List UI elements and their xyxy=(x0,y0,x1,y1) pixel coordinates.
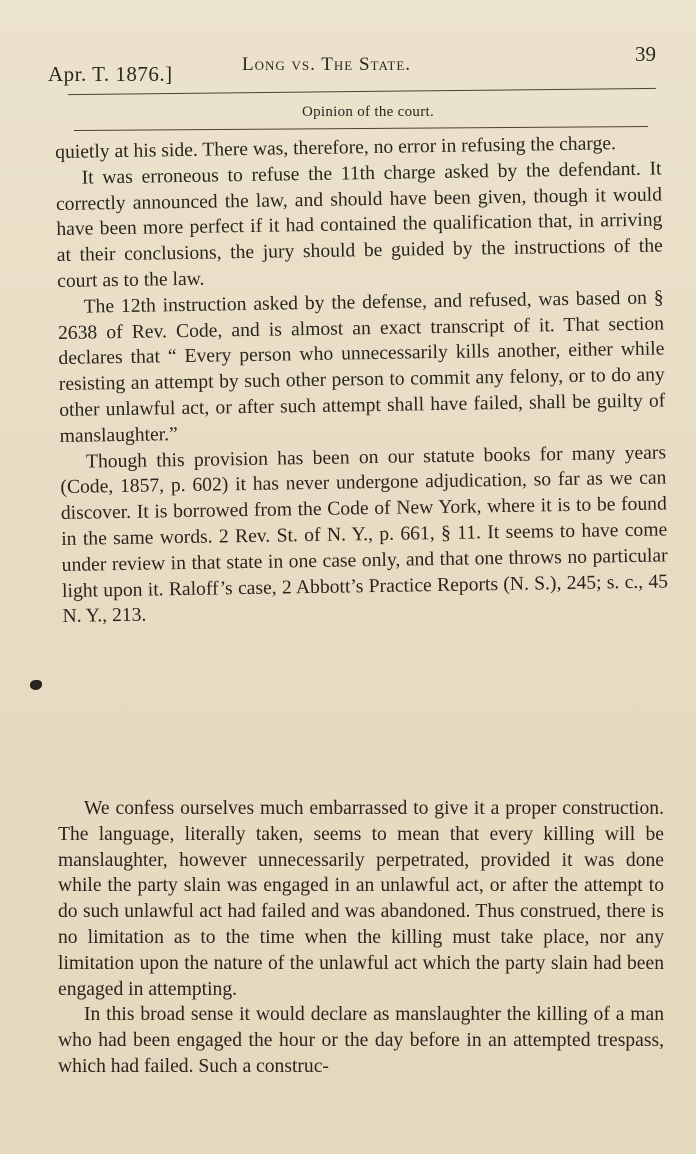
term-label: Apr. T. 1876.] xyxy=(48,62,173,86)
paragraph: Though this provision has been on our statute books for many years (Code, 1857, p. 602) it has never undergone adjudication, so far as we can discover. It is borrowed from the Code of New York, where it is to be found in the same words. 2 Rev. St. of N. Y., p. 661, § 11. It seems to have come under review in that state in one case only, and that one throws no particular light upon it. Raloff’s case, 2 Abbott’s Practice Reports (N. S.), 245; s. c., 45 N. Y., 213. xyxy=(60,442,669,628)
paragraph: quietly at his side. There was, therefore, no error in refusing the charge. xyxy=(55,133,617,163)
header-rule xyxy=(68,88,656,95)
section-rule xyxy=(74,126,648,131)
body-text-upper xyxy=(55,130,669,630)
paragraph: The 12th instruction asked by the defense, and refused, was based on § 2638 of Rev. Code, and is almost an exact transcript of it. That section declares that “ Every person who unnecessarily kills another, either while resisting an attempt by such other person to commit any felony, or to do any other unlawful act, or after such attempt shall have failed, shall be guilty of manslaughter.” xyxy=(57,287,666,447)
section-label: Opinion of the court. xyxy=(301,104,435,120)
paragraph: It was erroneous to refuse the 11th charge asked by the defendant. It correctly announced the law, and should have been given, though it would have been more perfect if it had contained the qualification that, in arriving at their conclusions, the jury should be guided by the instructions of the court as to the law. xyxy=(55,158,663,292)
section-heading xyxy=(0,104,696,121)
paragraph: We confess ourselves much embarrassed to give it a proper construction. The language, literally taken, seems to mean that every killing will be manslaughter, however unnecessarily perpetrated, provided it was done while the party slain was engaged in an unlawful act, or after the attempt to do such unlawful act had failed and was abandoned. Thus construed, there is no limitation as to the time when the killing must take place, nor any limitation upon the nature of the unlawful act which the party slain had been engaged in attempting. xyxy=(58,798,664,1000)
page-number: 39 xyxy=(635,42,656,66)
running-header xyxy=(48,40,656,84)
ink-blot-mark xyxy=(30,680,42,690)
body-text-lower xyxy=(58,796,664,1080)
paragraph: In this broad sense it would declare as manslaughter the killing of a man who had been engaged the hour or the day before in an attempted trespass, which had failed. Such a construc- xyxy=(58,1004,664,1077)
case-title: Long vs. The State. xyxy=(242,54,412,75)
